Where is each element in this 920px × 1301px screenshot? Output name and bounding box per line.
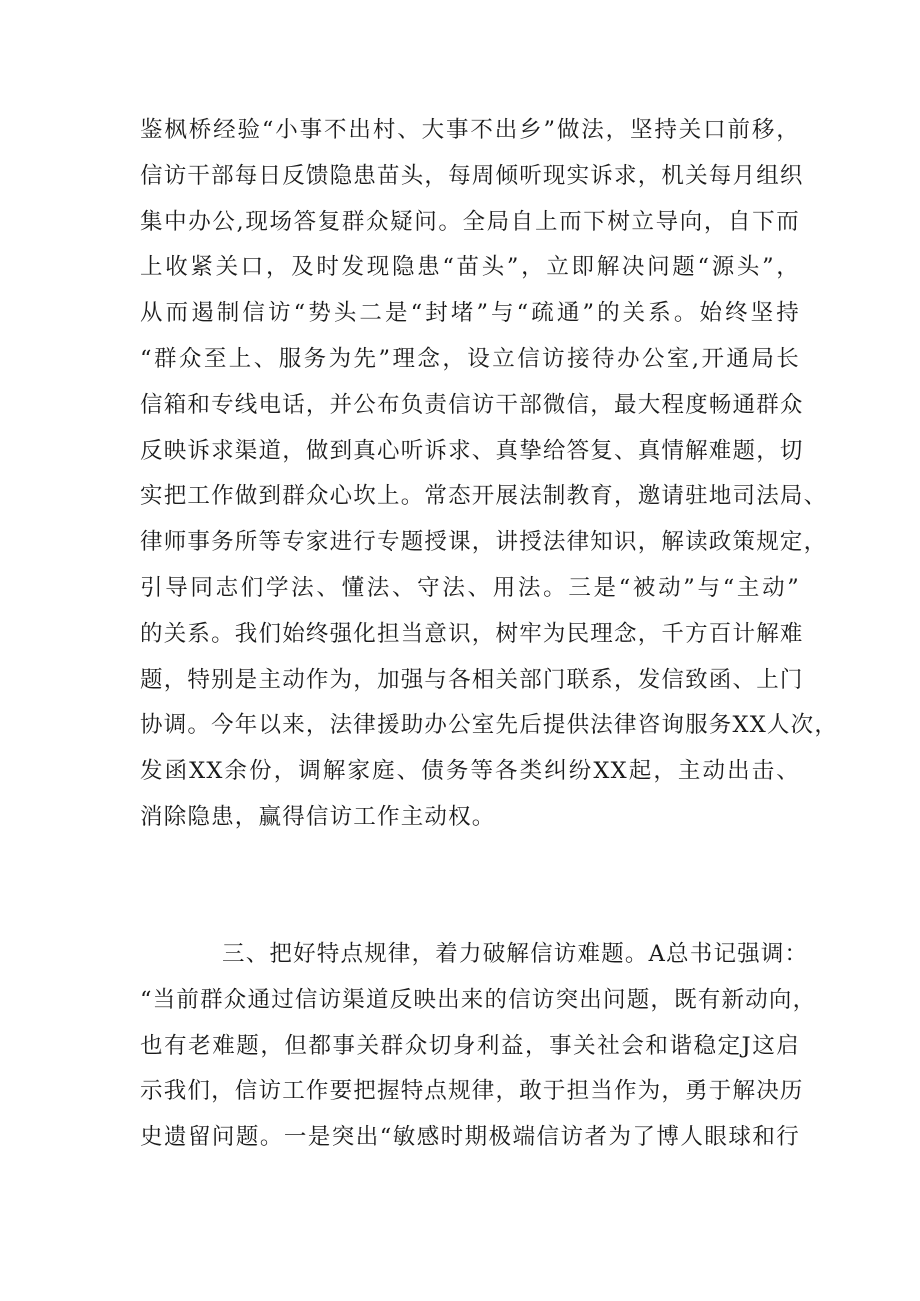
text-line: 发函XX余份，调解家庭、债务等各类纠纷XX起，主动出击、 <box>140 758 800 785</box>
text-line: 消除隐患，赢得信访工作主动权。 <box>140 803 496 830</box>
text-line: 上收紧关口，及时发现隐患“苗头”，立即解决问题“源头”， <box>140 254 800 281</box>
text-line: 引导同志们学法、懂法、守法、用法。三是“被动”与“主动” <box>140 574 800 601</box>
text-line: 从而遏制信访“势头二是“封堵”与“疏通”的关系。始终坚持 <box>140 300 800 327</box>
text-line: 律师事务所等专家进行专题授课，讲授法律知识，解读政策规定， <box>140 529 828 556</box>
text-line: 题，特别是主动作为，加强与各相关部门联系，发信致函、上门 <box>140 666 804 693</box>
body-paragraph-2 <box>140 932 817 1161</box>
text-line: 集中办公,现场答复群众疑问。全局自上而下树立导向，自下而 <box>140 208 800 235</box>
section-heading-line: 三、把好特点规律，着力破解信访难题。A总书记强调： <box>222 941 809 967</box>
text-line: 的关系。我们始终强化担当意识，树牢为民理念，千方百计解难 <box>140 620 804 647</box>
text-line: “群众至上、服务为先”理念，设立信访接待办公室,开通局长 <box>140 345 800 372</box>
text-line: 信箱和专线电话，并公布负责信访干部微信，最大程度畅通群众 <box>140 391 804 418</box>
text-line: “当前群众通过信访渠道反映出来的信访突出问题，既有新动向， <box>140 986 817 1013</box>
body-paragraph-1 <box>140 108 839 841</box>
text-line: 协调。今年以来，法律援助办公室先后提供法律咨询服务XX人次， <box>140 712 839 739</box>
text-line: 史遗留问题。一是突出“敏感时期极端信访者为了博人眼球和行 <box>140 1124 800 1151</box>
text-line: 示我们，信访工作要把握特点规律，敢于担当作为，勇于解决历 <box>140 1078 804 1105</box>
text-line: 信访干部每日反馈隐患苗头，每周倾听现实诉求，机关每月组织 <box>140 162 804 189</box>
text-line: 也有老难题，但都事关群众切身利益，事关社会和谐稳定J这启 <box>140 1032 800 1059</box>
text-line: 实把工作做到群众心坎上。常态开展法制教育，邀请驻地司法局、 <box>140 483 828 510</box>
text-line: 鉴枫桥经验“小事不出村、大事不出乡”做法，坚持关口前移， <box>140 117 800 143</box>
text-line: 反映诉求渠道，做到真心听诉求、真挚给答复、真情解难题，切 <box>140 437 804 464</box>
